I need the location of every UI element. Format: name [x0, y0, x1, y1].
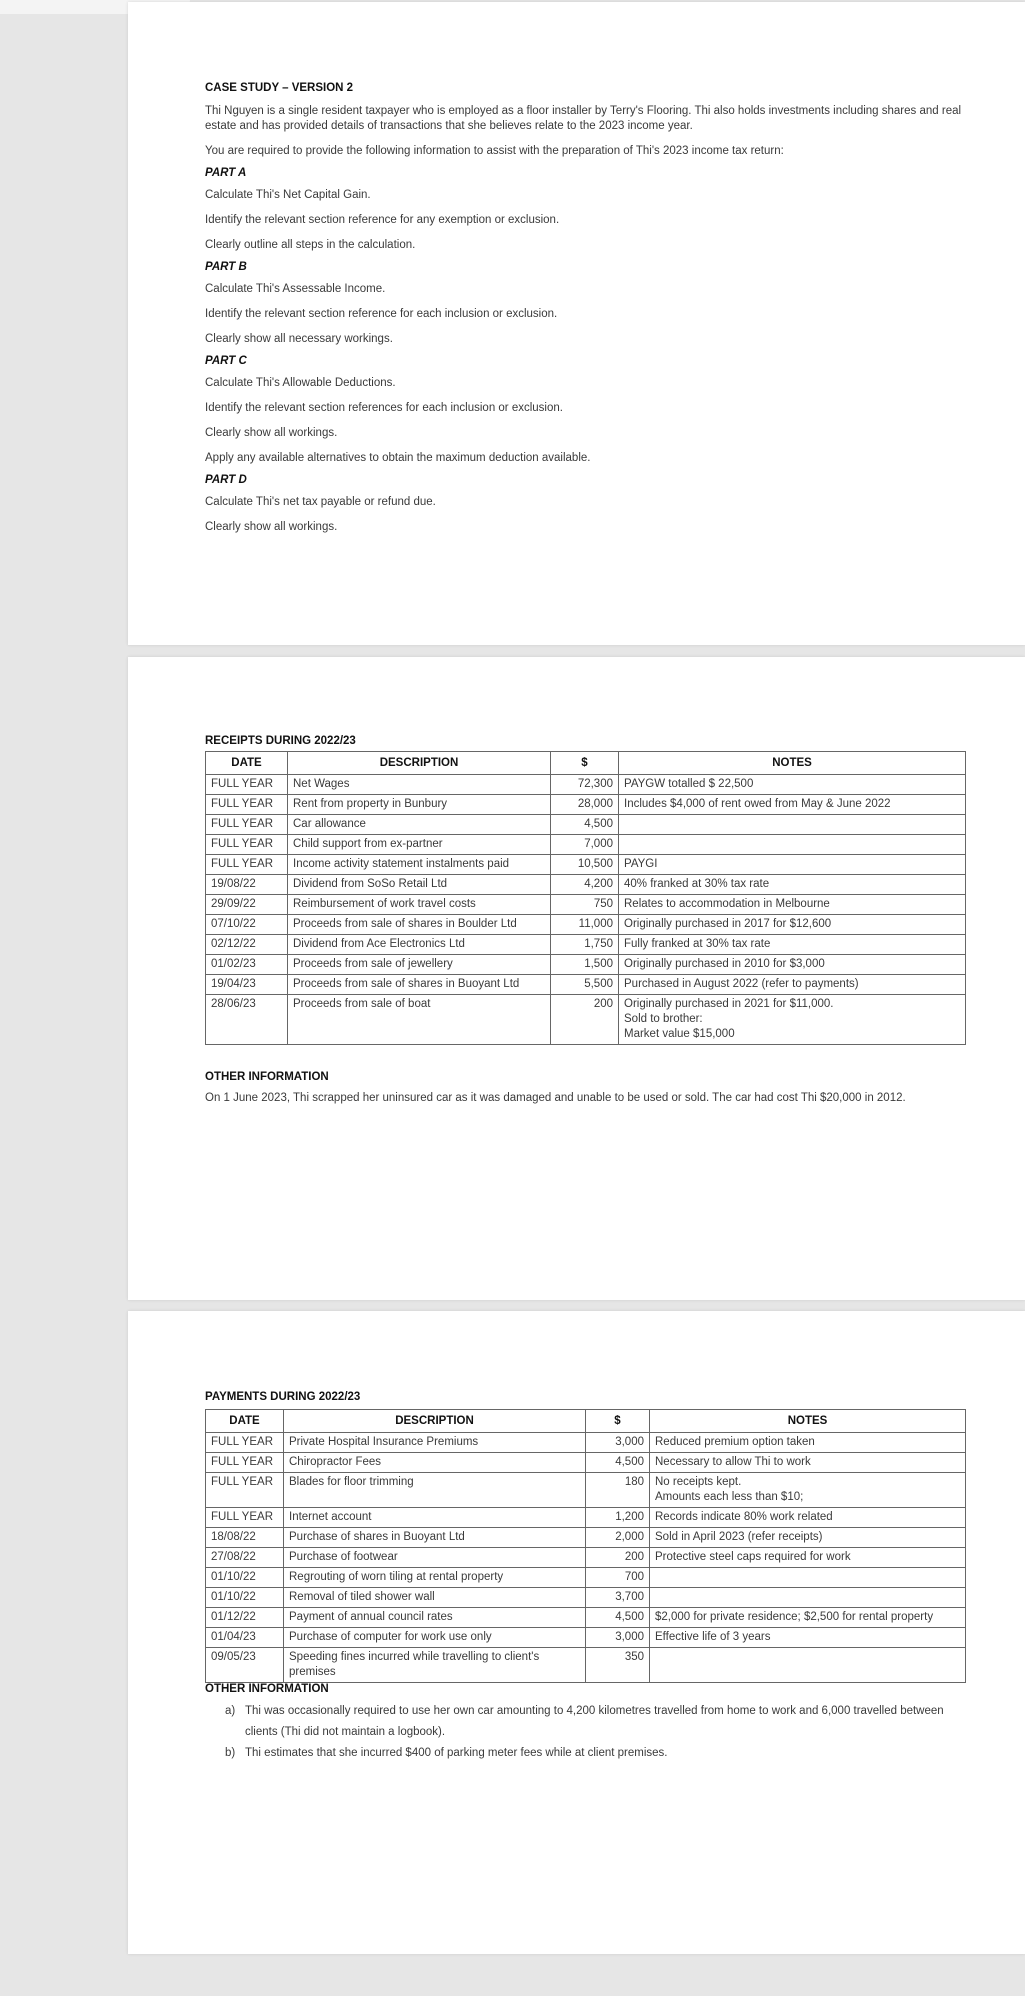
cell-date-text: 19/08/22: [211, 878, 256, 890]
cell-amount: [586, 1548, 650, 1568]
cell-notes: [619, 835, 966, 855]
cell-date: [206, 835, 288, 855]
table-row: [206, 1588, 966, 1608]
cell-notes: [650, 1608, 966, 1628]
table-row: [206, 1473, 966, 1508]
cell-amount: [551, 995, 619, 1045]
cell-notes: [619, 995, 966, 1045]
cell-notes: [650, 1528, 966, 1548]
cell-notes-text: Purchased in August 2022 (refer to payments): [624, 978, 859, 990]
part-d-line: Clearly show all workings.: [205, 521, 338, 533]
cell-date: [206, 1608, 284, 1628]
table-row: [206, 775, 966, 795]
cell-description-text: Child support from ex-partner: [293, 838, 443, 850]
cell-date-text: 28/06/23: [211, 998, 256, 1010]
cell-date-text: FULL YEAR: [211, 798, 273, 810]
cell-amount-text: 4,200: [584, 878, 613, 890]
column-header-amount: $: [551, 752, 619, 775]
cell-amount: [551, 975, 619, 995]
cell-amount: [586, 1473, 650, 1508]
payments-title: PAYMENTS DURING 2022/23: [205, 1391, 361, 1403]
cell-notes-extra-line: Market value $15,000: [624, 1028, 735, 1040]
cell-date: [206, 895, 288, 915]
part-a-title: PART A: [205, 167, 247, 179]
payments-other-title: OTHER INFORMATION: [205, 1683, 329, 1695]
cell-description: [288, 775, 551, 795]
cell-description-text: Proceeds from sale of jewellery: [293, 958, 453, 970]
part-c-title: PART C: [205, 355, 247, 367]
cell-description-text: Car allowance: [293, 818, 366, 830]
cell-notes: [619, 795, 966, 815]
cell-description-text: Rent from property in Bunbury: [293, 798, 448, 810]
cell-description-text: Purchase of footwear: [289, 1551, 398, 1563]
column-header-date: DATE: [206, 752, 288, 775]
column-header-amount: $: [586, 1410, 650, 1433]
table-header-row: [206, 1410, 966, 1433]
cell-date: [206, 995, 288, 1045]
cell-notes: [619, 895, 966, 915]
cell-amount-text: 700: [624, 1571, 644, 1583]
list-item-text: Thi was occasionally required to use her own car amounting to 4,200 kilometres travelled from home to work and 6,000 travelled between clients (Thi did not maintain a logbook).: [245, 1705, 944, 1738]
cell-description: [284, 1453, 586, 1473]
cell-notes-extra-line: Amounts each less than $10;: [655, 1491, 804, 1503]
cell-notes-text: Effective life of 3 years: [655, 1631, 771, 1643]
cell-description-text: Reimbursement of work travel costs: [293, 898, 476, 910]
cell-description: [288, 875, 551, 895]
cell-notes: [650, 1628, 966, 1648]
cell-amount-text: 180: [624, 1476, 644, 1488]
cell-amount: [586, 1508, 650, 1528]
table-row: [206, 875, 966, 895]
cell-date: [206, 1453, 284, 1473]
list-item-label: b): [225, 1747, 236, 1759]
cell-date-text: 01/10/22: [211, 1571, 256, 1583]
cell-description: [284, 1473, 586, 1508]
part-c-line: Identify the relevant section references for each inclusion or exclusion.: [205, 402, 563, 414]
table-row: [206, 995, 966, 1045]
table-row: [206, 895, 966, 915]
cell-description-text: Chiropractor Fees: [289, 1456, 382, 1468]
list-item-text: Thi estimates that she incurred $400 of parking meter fees while at client premises.: [245, 1747, 668, 1759]
cell-description: [288, 955, 551, 975]
cell-amount: [586, 1588, 650, 1608]
part-a-line: Calculate Thi's Net Capital Gain.: [205, 189, 371, 201]
document-page-3: [128, 1311, 1025, 1954]
table-row: [206, 795, 966, 815]
cell-description-text: Dividend from SoSo Retail Ltd: [293, 878, 448, 890]
cell-description-text: Proceeds from sale of shares in Buoyant Ltd: [293, 978, 520, 990]
cell-date: [206, 1548, 284, 1568]
cell-amount-text: 28,000: [577, 798, 613, 810]
cell-notes-text: Originally purchased in 2021 for $11,000.: [624, 998, 834, 1010]
table-row: [206, 1453, 966, 1473]
cell-notes-text: $2,000 for private residence; $2,500 for rental property: [655, 1611, 934, 1623]
part-c-line: Clearly show all workings.: [205, 427, 338, 439]
cell-date: [206, 1628, 284, 1648]
cell-amount: [551, 935, 619, 955]
cell-date: [206, 1473, 284, 1508]
cell-description: [284, 1433, 586, 1453]
table-row: [206, 1648, 966, 1683]
cell-notes: [619, 815, 966, 835]
cell-date: [206, 1433, 284, 1453]
part-d-line: Calculate Thi's net tax payable or refund due.: [205, 496, 436, 508]
cell-notes-text: PAYGW totalled $ 22,500: [624, 778, 754, 790]
cell-date: [206, 775, 288, 795]
cell-date-text: FULL YEAR: [211, 1476, 273, 1488]
cell-notes-text: Relates to accommodation in Melbourne: [624, 898, 830, 910]
cell-date: [206, 935, 288, 955]
cell-date-text: FULL YEAR: [211, 858, 273, 870]
cell-notes-extra-line: Sold to brother:: [624, 1013, 703, 1025]
cell-date-text: FULL YEAR: [211, 838, 273, 850]
cell-amount: [586, 1568, 650, 1588]
cell-description: [288, 935, 551, 955]
cell-notes: [650, 1433, 966, 1453]
cell-amount-text: 200: [593, 998, 613, 1010]
cell-date-text: FULL YEAR: [211, 1511, 273, 1523]
cell-description-text: Purchase of computer for work use only: [289, 1631, 492, 1643]
part-b-line: Identify the relevant section reference for each inclusion or exclusion.: [205, 308, 558, 320]
cell-description: [288, 815, 551, 835]
cell-description: [284, 1568, 586, 1588]
cell-notes: [650, 1473, 966, 1508]
cell-description: [284, 1628, 586, 1648]
cell-amount: [586, 1433, 650, 1453]
cell-notes-text: Sold in April 2023 (refer receipts): [655, 1531, 823, 1543]
cell-notes-text: PAYGI: [624, 858, 658, 870]
cell-amount-text: 3,000: [615, 1631, 644, 1643]
receipts-other-title: OTHER INFORMATION: [205, 1071, 329, 1083]
cell-description: [284, 1648, 586, 1683]
case-study-title: CASE STUDY – VERSION 2: [205, 82, 354, 94]
cell-notes-text: No receipts kept.: [655, 1476, 742, 1488]
table-row: [206, 1568, 966, 1588]
payments-other-list: [205, 1701, 968, 1764]
cell-date: [206, 1588, 284, 1608]
cell-description-text: Regrouting of worn tiling at rental property: [289, 1571, 504, 1583]
cell-notes: [650, 1568, 966, 1588]
part-b-line: Calculate Thi's Assessable Income.: [205, 283, 386, 295]
cell-date-text: 18/08/22: [211, 1531, 256, 1543]
cell-description: [288, 995, 551, 1045]
cell-amount-text: 1,500: [584, 958, 613, 970]
cell-description-text: Internet account: [289, 1511, 372, 1523]
cell-date: [206, 955, 288, 975]
cell-notes: [619, 935, 966, 955]
cell-description: [288, 915, 551, 935]
cell-date: [206, 915, 288, 935]
cell-date-text: 27/08/22: [211, 1551, 256, 1563]
cell-date: [206, 855, 288, 875]
list-item-label: a): [225, 1705, 236, 1717]
cell-amount: [586, 1528, 650, 1548]
table-row: [206, 815, 966, 835]
cell-notes: [619, 955, 966, 975]
cell-amount-text: 3,700: [615, 1591, 644, 1603]
cell-amount-text: 11,000: [578, 918, 613, 930]
table-header-row: [206, 752, 966, 775]
cell-amount: [586, 1628, 650, 1648]
table-row: [206, 1433, 966, 1453]
cell-description: [284, 1608, 586, 1628]
case-study-intro: Thi Nguyen is a single resident taxpayer who is employed as a floor installer by Terry's Flooring. Thi also holds investments including shares and real estate and has provided details of transactions that she believes relate to the 2023 income year.: [205, 105, 962, 132]
cell-amount-text: 72,300: [577, 778, 613, 790]
table-row: [206, 1548, 966, 1568]
column-header-description: DESCRIPTION: [284, 1410, 586, 1433]
cell-amount: [586, 1453, 650, 1473]
cell-description-text: Speeding fines incurred while travelling to client's premises: [289, 1651, 540, 1678]
cell-date-text: FULL YEAR: [211, 778, 273, 790]
cell-description-text: Proceeds from sale of boat: [293, 998, 431, 1010]
cell-notes-text: Originally purchased in 2017 for $12,600: [624, 918, 832, 930]
cell-notes-text: Originally purchased in 2010 for $3,000: [624, 958, 825, 970]
cell-description-text: Income activity statement instalments paid: [293, 858, 510, 870]
cell-description-text: Dividend from Ace Electronics Ltd: [293, 938, 465, 950]
part-a-line: Identify the relevant section reference for any exemption or exclusion.: [205, 214, 560, 226]
cell-amount: [551, 835, 619, 855]
cell-amount: [551, 895, 619, 915]
cell-date-text: 01/12/22: [211, 1611, 256, 1623]
payments-table-body: [206, 1433, 966, 1683]
cell-amount-text: 750: [593, 898, 613, 910]
cell-amount-text: 5,500: [584, 978, 613, 990]
part-b-line: Clearly show all necessary workings.: [205, 333, 393, 345]
cell-notes-text: Fully franked at 30% tax rate: [624, 938, 771, 950]
cell-notes: [650, 1453, 966, 1473]
cell-amount: [551, 955, 619, 975]
cell-amount-text: 7,000: [584, 838, 613, 850]
table-row: [206, 935, 966, 955]
list-item: [205, 1701, 968, 1743]
payments-table: [205, 1409, 966, 1683]
receipts-other-text: On 1 June 2023, Thi scrapped her uninsured car as it was damaged and unable to be used or sold. The car had cost Thi $20,000 in 2012.: [205, 1092, 906, 1104]
cell-notes: [619, 775, 966, 795]
case-study-instruction: You are required to provide the following information to assist with the preparation of Thi's 2023 income tax return:: [205, 145, 784, 157]
document-page-1: [128, 2, 1025, 645]
cell-amount-text: 4,500: [615, 1456, 644, 1468]
cell-description-text: Proceeds from sale of shares in Boulder Ltd: [293, 918, 517, 930]
part-d-title: PART D: [205, 474, 247, 486]
cell-date: [206, 975, 288, 995]
cell-notes-text: Protective steel caps required for work: [655, 1551, 851, 1563]
cell-date-text: 01/04/23: [211, 1631, 256, 1643]
cell-description-text: Net Wages: [293, 778, 350, 790]
cell-description: [288, 855, 551, 875]
cell-amount: [551, 775, 619, 795]
table-row: [206, 1608, 966, 1628]
cell-description: [284, 1508, 586, 1528]
cell-date-text: 29/09/22: [211, 898, 256, 910]
cell-notes: [650, 1508, 966, 1528]
cell-notes-text: Records indicate 80% work related: [655, 1511, 833, 1523]
table-row: [206, 975, 966, 995]
cell-amount: [551, 795, 619, 815]
column-header-date: DATE: [206, 1410, 284, 1433]
cell-amount: [586, 1648, 650, 1683]
receipts-table-body: [206, 775, 966, 1045]
cell-date-text: 09/05/23: [211, 1651, 256, 1663]
table-row: [206, 1628, 966, 1648]
table-row: [206, 955, 966, 975]
cell-amount: [551, 875, 619, 895]
cell-description: [288, 795, 551, 815]
cell-description: [288, 835, 551, 855]
cell-amount-text: 350: [624, 1651, 644, 1663]
cell-amount: [551, 915, 619, 935]
cell-description-text: Private Hospital Insurance Premiums: [289, 1436, 479, 1448]
table-row: [206, 1528, 966, 1548]
cell-notes: [619, 855, 966, 875]
cell-notes-text: Necessary to allow Thi to work: [655, 1456, 811, 1468]
cell-description: [284, 1548, 586, 1568]
cell-amount: [551, 855, 619, 875]
cell-date-text: FULL YEAR: [211, 1436, 273, 1448]
column-header-description: DESCRIPTION: [288, 752, 551, 775]
cell-amount-text: 4,500: [584, 818, 613, 830]
cell-amount-text: 4,500: [615, 1611, 644, 1623]
cell-date-text: FULL YEAR: [211, 818, 273, 830]
cell-date: [206, 815, 288, 835]
cell-date-text: 01/02/23: [211, 958, 256, 970]
cell-amount-text: 1,750: [584, 938, 613, 950]
cell-notes-text: Includes $4,000 of rent owed from May & June 2022: [624, 798, 891, 810]
table-row: [206, 915, 966, 935]
cell-notes-text: 40% franked at 30% tax rate: [624, 878, 770, 890]
cell-date-text: 07/10/22: [211, 918, 256, 930]
cell-amount-text: 3,000: [615, 1436, 644, 1448]
column-header-notes: NOTES: [650, 1410, 966, 1433]
cell-notes: [650, 1548, 966, 1568]
cell-date: [206, 1568, 284, 1588]
cell-date: [206, 1528, 284, 1548]
column-header-notes: NOTES: [619, 752, 966, 775]
document-page-2: [128, 657, 1025, 1300]
cell-description: [288, 975, 551, 995]
cell-amount-text: 10,500: [577, 858, 613, 870]
cell-description-text: Blades for floor trimming: [289, 1476, 414, 1488]
table-row: [206, 835, 966, 855]
part-c-line: Apply any available alternatives to obtain the maximum deduction available.: [205, 452, 591, 464]
cell-description-text: Removal of tiled shower wall: [289, 1591, 435, 1603]
part-b-title: PART B: [205, 261, 247, 273]
cell-amount-text: 200: [624, 1551, 644, 1563]
cell-date: [206, 1508, 284, 1528]
table-row: [206, 855, 966, 875]
cell-notes: [619, 875, 966, 895]
table-row: [206, 1508, 966, 1528]
cell-notes: [650, 1648, 966, 1683]
receipts-title: RECEIPTS DURING 2022/23: [205, 735, 356, 747]
cell-notes: [619, 975, 966, 995]
cell-date: [206, 1648, 284, 1683]
cell-description: [284, 1588, 586, 1608]
cell-description-text: Payment of annual council rates: [289, 1611, 453, 1623]
cell-date-text: FULL YEAR: [211, 1456, 273, 1468]
cell-date: [206, 875, 288, 895]
cell-description: [284, 1528, 586, 1548]
cell-description: [288, 895, 551, 915]
cell-amount: [551, 815, 619, 835]
part-a-line: Clearly outline all steps in the calculation.: [205, 239, 416, 251]
list-item: [205, 1743, 968, 1764]
cell-amount-text: 2,000: [615, 1531, 644, 1543]
cell-notes-text: Reduced premium option taken: [655, 1436, 815, 1448]
cell-amount-text: 1,200: [615, 1511, 644, 1523]
cell-notes: [650, 1588, 966, 1608]
cell-description-text: Purchase of shares in Buoyant Ltd: [289, 1531, 465, 1543]
cell-date: [206, 795, 288, 815]
cell-date-text: 02/12/22: [211, 938, 256, 950]
cell-date-text: 19/04/23: [211, 978, 256, 990]
cell-amount: [586, 1608, 650, 1628]
cell-date-text: 01/10/22: [211, 1591, 256, 1603]
part-c-line: Calculate Thi's Allowable Deductions.: [205, 377, 396, 389]
receipts-table: [205, 751, 966, 1045]
cell-notes: [619, 915, 966, 935]
